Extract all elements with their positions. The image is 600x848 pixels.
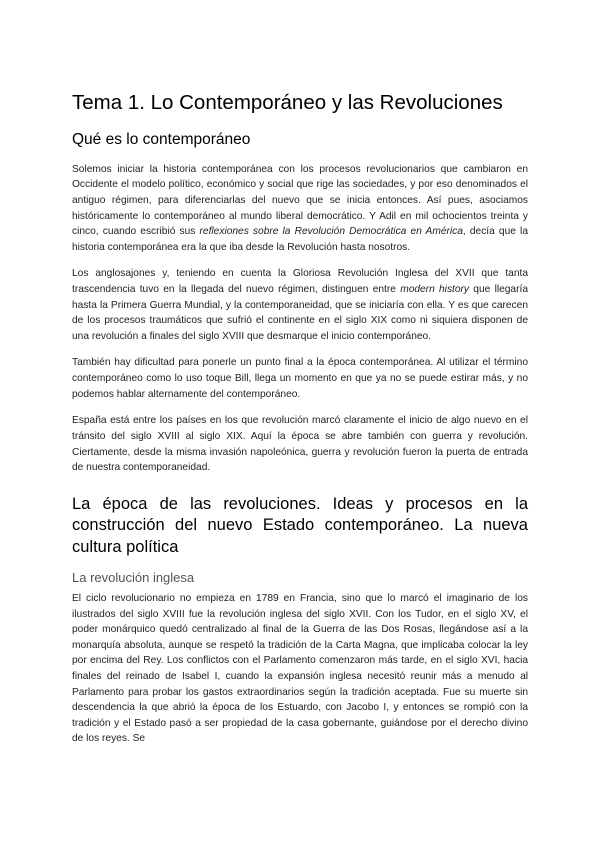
section-heading-revoluciones: La época de las revoluciones. Ideas y procesos en la construcción del nuevo Estado contemporáneo. La nueva cultura política xyxy=(72,494,528,556)
italic-text: reflexiones sobre la Revolución Democrática en América xyxy=(199,226,463,238)
subsection-heading-revolucion-inglesa: La revolución inglesa xyxy=(72,570,195,586)
section-heading-contemporaneo: Qué es lo contemporáneo xyxy=(72,130,251,148)
paragraph-text: Los anglosajones y, teniendo en cuenta la Gloriosa Revolución Inglesa del XVII que tanta trascendencia tuvo en la llegada del nuevo régimen, distinguen entre xyxy=(72,268,528,296)
italic-text: modern history xyxy=(400,284,470,296)
paragraph-text: , decía que la historia contemporánea era la que iba desde la Revolución hasta nosotros. xyxy=(72,226,528,253)
paragraph xyxy=(72,266,528,344)
page-title: Tema 1. Lo Contemporáneo y las Revoluciones xyxy=(72,91,503,114)
paragraph: También hay dificultad para ponerle un punto final a la época contemporánea. Al utilizar el término contemporáneo como lo uso toque Bill, llega un momento en que ya no se puede estirar más, y no podemos hablar alternamente del contemporáneo. xyxy=(72,357,528,400)
paragraph-text: Solemos iniciar la historia contemporánea con los procesos revolucionarios que cambiaron en Occidente el modelo político, económico y social que rige las sociedades, y por eso denominados el antiguo régimen, para diferenciarlas del nuevo que se inicia entonces. Así pues, asociamos históricamente lo contemporáneo al mundo liberal democrático. Y Adil en mil ochocientos treinta y cinco, cuando escribió sus xyxy=(72,163,528,238)
paragraph xyxy=(72,162,528,256)
paragraph: España está entre los países en los que revolución marcó claramente el inicio de algo nuevo en el tránsito del siglo XVIII al siglo XIX. Aquí la época se abre también con guerra y revolución. Ciertamente, desde la misma invasión napoleónica, guerra y revolución fueron la puerta de entrada de nuestra contemporaneidad. xyxy=(72,415,528,474)
paragraph-text: que llegaría hasta la Primera Guerra Mundial, y la contemporaneidad, que se iniciaría con ella. Y es que carecen de los procesos traumáticos que sufrió el continente en el siglo XIX como ni siquiera disponen de una revolución a finales del siglo XVIII que desmarque el inicio contemporáneo. xyxy=(72,284,528,342)
document-page xyxy=(72,90,528,758)
paragraph: El ciclo revolucionario no empieza en 1789 en Francia, sino que lo marcó el imaginario de los ilustrados del siglo XVIII fue la revolución inglesa del siglo XVII. Con los Tudor, en el siglo XV, el poder monárquico quedó centralizado al final de la Guerra de las Dos Rosas, llegándose así a la monarquía absoluta, aunque se respetó la tradición de la Carta Magna, que implicaba colocar la ley por encima del Rey. Los conflictos con el Parlamento comenzaron más tarde, en el siglo XVI, hacia finales del reinado de Isabel I, cuando la expansión inglesa necesitó reunir más a menudo al Parlamento para probar los gastos extraordinarios según la tradición aceptada. Fue su muerte sin descendencia la que abrió la época de los Estuardo, con Jacobo I, y entonces se rompió con la tradición y el Estado pasó a ser propiedad de la casa gobernante, guiándose por el derecho divino de los reyes. Se xyxy=(72,592,528,745)
